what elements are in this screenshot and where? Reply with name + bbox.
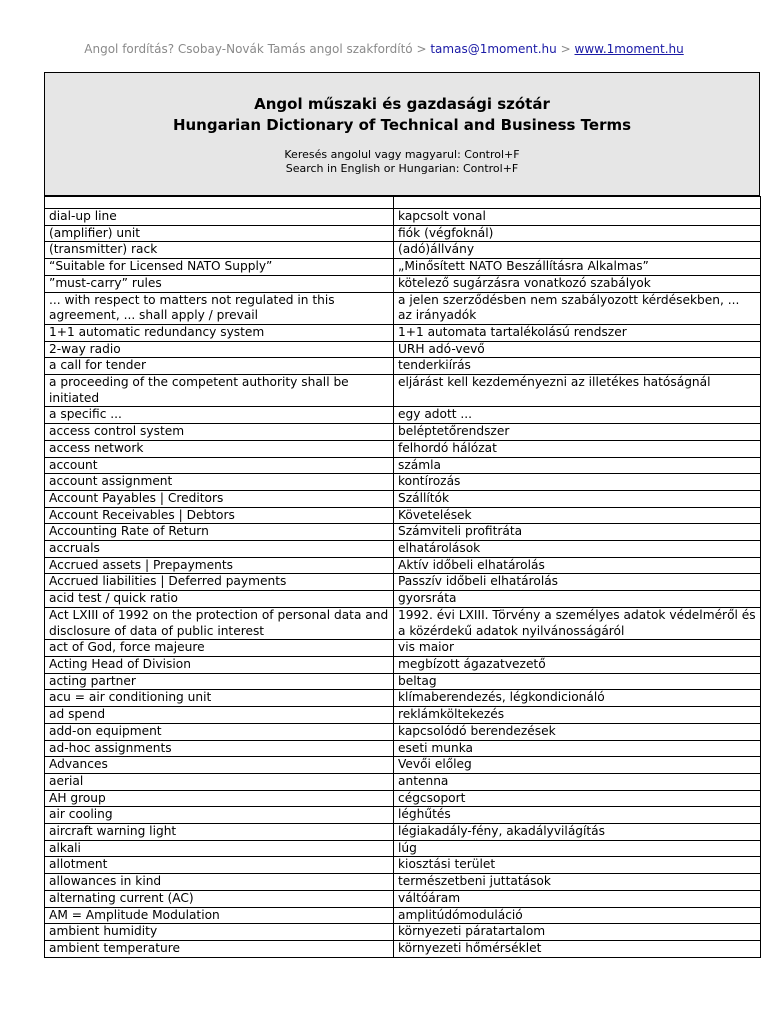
table-row bbox=[45, 840, 761, 857]
term-english: ”must-carry” rules bbox=[45, 275, 394, 292]
term-hungarian: tenderkiírás bbox=[394, 358, 761, 375]
table-row bbox=[45, 690, 761, 707]
term-english: add-on equipment bbox=[45, 723, 394, 740]
term-english: Accrued assets | Prepayments bbox=[45, 557, 394, 574]
term-english: AM = Amplitude Modulation bbox=[45, 907, 394, 924]
term-english: access network bbox=[45, 440, 394, 457]
term-hungarian: kötelező sugárzásra vonatkozó szabályok bbox=[394, 275, 761, 292]
term-english: Accounting Rate of Return bbox=[45, 524, 394, 541]
table-row bbox=[45, 292, 761, 324]
term-english: a call for tender bbox=[45, 358, 394, 375]
term-hungarian: léghűtés bbox=[394, 807, 761, 824]
term-hungarian: kapcsolt vonal bbox=[394, 209, 761, 226]
term-hungarian: gyorsráta bbox=[394, 591, 761, 608]
term-hungarian: amplitúdómoduláció bbox=[394, 907, 761, 924]
term-english: Advances bbox=[45, 757, 394, 774]
term-english: ... with respect to matters not regulated in this agreement, ... shall apply / prevail bbox=[45, 292, 394, 324]
term-english: account assignment bbox=[45, 474, 394, 491]
blank-row bbox=[45, 197, 761, 209]
table-row bbox=[45, 557, 761, 574]
separator: > bbox=[560, 42, 571, 56]
term-english: ambient temperature bbox=[45, 940, 394, 957]
table-row bbox=[45, 857, 761, 874]
term-hungarian: URH adó-vevő bbox=[394, 341, 761, 358]
term-hungarian: számla bbox=[394, 457, 761, 474]
attribution-text: Angol fordítás? Csobay-Novák Tamás angol szakfordító > bbox=[84, 42, 427, 56]
term-english: aircraft warning light bbox=[45, 824, 394, 841]
term-english: 1+1 automatic redundancy system bbox=[45, 324, 394, 341]
table-row bbox=[45, 324, 761, 341]
term-hungarian: felhordó hálózat bbox=[394, 440, 761, 457]
table-row bbox=[45, 874, 761, 891]
term-hungarian: Követelések bbox=[394, 507, 761, 524]
term-english: AH group bbox=[45, 790, 394, 807]
table-row bbox=[45, 524, 761, 541]
term-hungarian: kapcsolódó berendezések bbox=[394, 723, 761, 740]
term-english: dial-up line bbox=[45, 209, 394, 226]
term-english: allowances in kind bbox=[45, 874, 394, 891]
term-english: Act LXIII of 1992 on the protection of personal data and disclosure of data of public interest bbox=[45, 607, 394, 639]
term-hungarian: vis maior bbox=[394, 640, 761, 657]
term-hungarian: antenna bbox=[394, 773, 761, 790]
table-row bbox=[45, 824, 761, 841]
term-hungarian: légiakadály-fény, akadályvilágítás bbox=[394, 824, 761, 841]
table-row bbox=[45, 807, 761, 824]
table-row bbox=[45, 907, 761, 924]
term-hungarian: egy adott ... bbox=[394, 407, 761, 424]
table-row bbox=[45, 507, 761, 524]
term-english: Account Payables | Creditors bbox=[45, 490, 394, 507]
term-english: Account Receivables | Debtors bbox=[45, 507, 394, 524]
table-row bbox=[45, 375, 761, 407]
term-english: alkali bbox=[45, 840, 394, 857]
term-english: a specific ... bbox=[45, 407, 394, 424]
term-hungarian: „Minősített NATO Beszállításra Alkalmas” bbox=[394, 259, 761, 276]
table-row bbox=[45, 259, 761, 276]
table-row bbox=[45, 242, 761, 259]
blank-cell-en bbox=[45, 197, 394, 209]
table-row bbox=[45, 940, 761, 957]
term-hungarian: kontírozás bbox=[394, 474, 761, 491]
term-english: “Suitable for Licensed NATO Supply” bbox=[45, 259, 394, 276]
term-english: air cooling bbox=[45, 807, 394, 824]
term-hungarian: 1992. évi LXIII. Törvény a személyes adatok védelméről és a közérdekű adatok nyilvánosságáról bbox=[394, 607, 761, 639]
term-hungarian: lúg bbox=[394, 840, 761, 857]
table-row bbox=[45, 640, 761, 657]
table-row bbox=[45, 656, 761, 673]
term-english: accruals bbox=[45, 541, 394, 558]
table-row bbox=[45, 440, 761, 457]
term-english: Acting Head of Division bbox=[45, 656, 394, 673]
blank-cell-hu bbox=[394, 197, 761, 209]
term-english: a proceeding of the competent authority shall be initiated bbox=[45, 375, 394, 407]
table-row bbox=[45, 673, 761, 690]
term-hungarian: eljárást kell kezdeményezni az illetékes hatóságnál bbox=[394, 375, 761, 407]
table-row bbox=[45, 225, 761, 242]
term-hungarian: eseti munka bbox=[394, 740, 761, 757]
table-row bbox=[45, 407, 761, 424]
term-hungarian: kiosztási terület bbox=[394, 857, 761, 874]
table-row bbox=[45, 924, 761, 941]
term-english: (amplifier) unit bbox=[45, 225, 394, 242]
term-english: allotment bbox=[45, 857, 394, 874]
table-row bbox=[45, 740, 761, 757]
table-row bbox=[45, 275, 761, 292]
term-english: ad-hoc assignments bbox=[45, 740, 394, 757]
term-english: access control system bbox=[45, 424, 394, 441]
website-link[interactable]: www.1moment.hu bbox=[574, 42, 684, 56]
table-row bbox=[45, 574, 761, 591]
term-hungarian: megbízott ágazatvezető bbox=[394, 656, 761, 673]
table-row bbox=[45, 424, 761, 441]
term-hungarian: környezeti hőmérséklet bbox=[394, 940, 761, 957]
term-hungarian: Passzív időbeli elhatárolás bbox=[394, 574, 761, 591]
email-link[interactable]: tamas@1moment.hu bbox=[430, 42, 557, 56]
source-attribution bbox=[0, 42, 768, 56]
title-english: Hungarian Dictionary of Technical and Business Terms bbox=[172, 116, 632, 134]
term-hungarian: elhatárolások bbox=[394, 541, 761, 558]
table-row bbox=[45, 490, 761, 507]
term-hungarian: Aktív időbeli elhatárolás bbox=[394, 557, 761, 574]
table-row bbox=[45, 209, 761, 226]
term-hungarian: klímaberendezés, légkondicionáló bbox=[394, 690, 761, 707]
table-row bbox=[45, 707, 761, 724]
term-hungarian: Szállítók bbox=[394, 490, 761, 507]
table-row bbox=[45, 890, 761, 907]
term-hungarian: 1+1 automata tartalékolású rendszer bbox=[394, 324, 761, 341]
term-english: acid test / quick ratio bbox=[45, 591, 394, 608]
term-hungarian: (adó)állvány bbox=[394, 242, 761, 259]
search-hint-english: Search in English or Hungarian: Control+F bbox=[285, 162, 519, 175]
term-hungarian: váltóáram bbox=[394, 890, 761, 907]
table-row bbox=[45, 457, 761, 474]
table-row bbox=[45, 607, 761, 639]
term-english: act of God, force majeure bbox=[45, 640, 394, 657]
table-row bbox=[45, 541, 761, 558]
table-row bbox=[45, 341, 761, 358]
table-row bbox=[45, 591, 761, 608]
dictionary-header bbox=[44, 72, 760, 196]
term-english: 2-way radio bbox=[45, 341, 394, 358]
table-row bbox=[45, 790, 761, 807]
table-row bbox=[45, 723, 761, 740]
term-english: acu = air conditioning unit bbox=[45, 690, 394, 707]
table-row bbox=[45, 358, 761, 375]
term-english: aerial bbox=[45, 773, 394, 790]
table-row bbox=[45, 757, 761, 774]
term-hungarian: cégcsoport bbox=[394, 790, 761, 807]
term-english: Accrued liabilities | Deferred payments bbox=[45, 574, 394, 591]
term-hungarian: reklámköltekezés bbox=[394, 707, 761, 724]
term-hungarian: beltag bbox=[394, 673, 761, 690]
term-english: acting partner bbox=[45, 673, 394, 690]
search-hint-hungarian: Keresés angolul vagy magyarul: Control+F bbox=[284, 148, 520, 161]
term-english: ambient humidity bbox=[45, 924, 394, 941]
table-row bbox=[45, 773, 761, 790]
term-hungarian: fiók (végfoknál) bbox=[394, 225, 761, 242]
term-hungarian: beléptetőrendszer bbox=[394, 424, 761, 441]
term-hungarian: Vevői előleg bbox=[394, 757, 761, 774]
term-english: (transmitter) rack bbox=[45, 242, 394, 259]
term-hungarian: természetbeni juttatások bbox=[394, 874, 761, 891]
term-english: alternating current (AC) bbox=[45, 890, 394, 907]
title-hungarian: Angol műszaki és gazdasági szótár bbox=[254, 95, 550, 113]
dictionary-table bbox=[44, 196, 761, 958]
term-hungarian: a jelen szerződésben nem szabályozott kérdésekben, ... az irányadók bbox=[394, 292, 761, 324]
term-hungarian: Számviteli profitráta bbox=[394, 524, 761, 541]
term-english: ad spend bbox=[45, 707, 394, 724]
term-hungarian: környezeti páratartalom bbox=[394, 924, 761, 941]
table-row bbox=[45, 474, 761, 491]
term-english: account bbox=[45, 457, 394, 474]
